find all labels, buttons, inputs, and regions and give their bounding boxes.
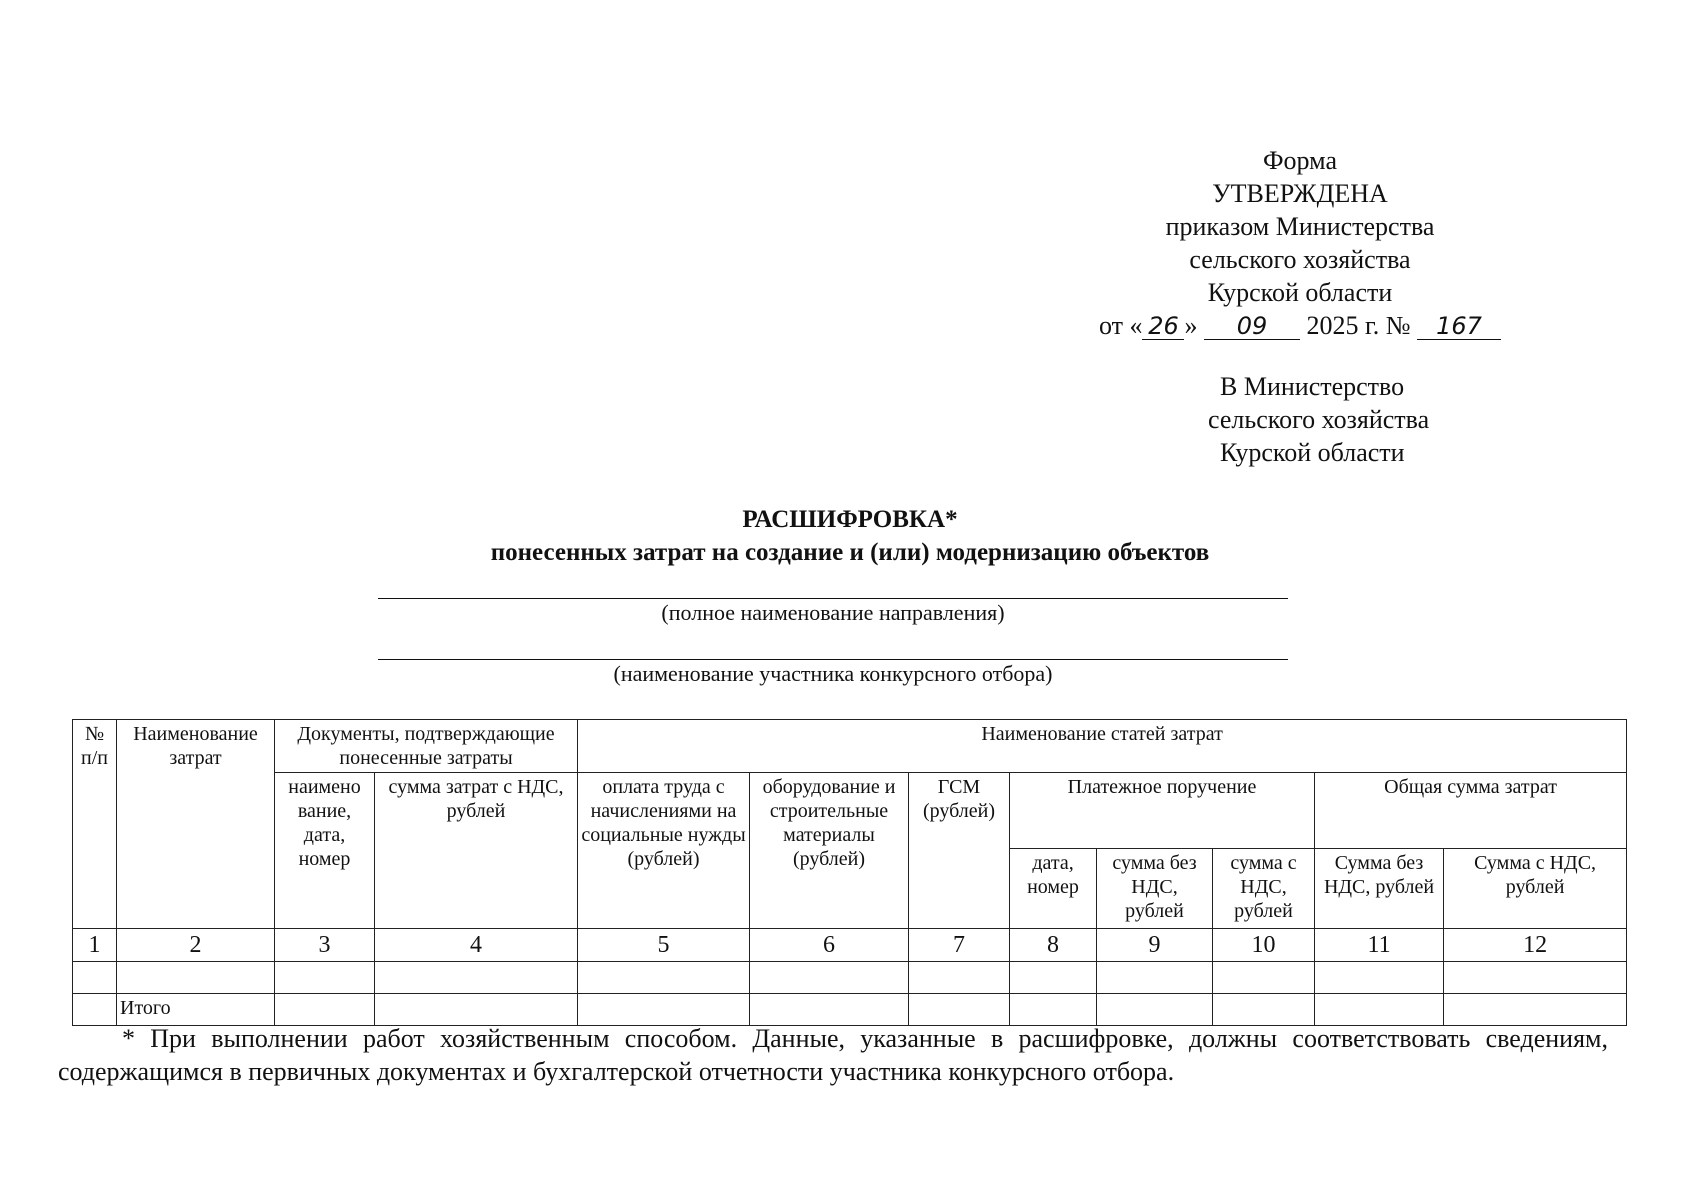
table-cell [117, 962, 275, 994]
participant-blank-line [378, 659, 1288, 660]
column-number-row [73, 929, 1627, 962]
table-cell [275, 962, 375, 994]
table-cell [578, 962, 750, 994]
addressee-line-1: В Министерство [1220, 372, 1405, 401]
direction-caption: (полное наименование направления) [661, 600, 1005, 625]
table-cell [73, 962, 117, 994]
header-equipment: оборудование и строительные материалы (рублей) [750, 773, 909, 929]
col-number: 10 [1213, 929, 1315, 962]
header-cost-name: Наименование затрат [117, 720, 275, 929]
title-subtitle: понесенных затрат на создание и (или) модернизацию объектов [490, 539, 1210, 566]
col-number: 3 [275, 929, 375, 962]
table-cell [1097, 962, 1213, 994]
col-number: 9 [1097, 929, 1213, 962]
header-row-2 [73, 773, 1627, 849]
header-row-1 [73, 720, 1627, 773]
date-year: 2025 г. № [1306, 311, 1411, 340]
header-total-no-vat: Сумма без НДС, рублей [1315, 849, 1444, 929]
handwritten-month: 09 [1204, 313, 1300, 340]
expense-table [72, 719, 1627, 1026]
approval-ministry-line: сельского хозяйства [1189, 245, 1411, 274]
header-payment-no-vat: сумма без НДС, рублей [1097, 849, 1213, 929]
table-row [73, 962, 1627, 994]
col-number: 8 [1010, 929, 1097, 962]
table-cell [1213, 994, 1315, 1026]
header-payment-date: дата, номер [1010, 849, 1097, 929]
table-cell [1444, 962, 1627, 994]
header-fuel: ГСМ (рублей) [909, 773, 1010, 929]
handwritten-day: 26 [1142, 313, 1184, 340]
table-cell [1010, 994, 1097, 1026]
direction-blank-line [378, 598, 1288, 599]
col-number: 4 [375, 929, 578, 962]
table-cell [1213, 962, 1315, 994]
table-cell [1315, 994, 1444, 1026]
table-cell [1315, 962, 1444, 994]
document-title [400, 503, 1300, 569]
approval-order-line: приказом Министерства [1165, 212, 1435, 241]
col-number: 11 [1315, 929, 1444, 962]
addressee-line-2: сельского хозяйства [1208, 405, 1430, 434]
table-cell [750, 962, 909, 994]
footnote-text: * При выполнении работ хозяйственным способом. Данные, указанные в расшифровке, должны соответствовать сведениям, содержащимся в первичных документах и бухгалтерской отчетности участника конкурсного отбора. [58, 1024, 1608, 1086]
handwritten-order-number: 167 [1417, 313, 1501, 340]
approved-label: УТВЕРЖДЕНА [1212, 179, 1388, 208]
date-prefix: от « [1098, 311, 1143, 340]
total-row [73, 994, 1627, 1026]
table-cell [275, 994, 375, 1026]
table-cell [73, 994, 117, 1026]
header-total-with-vat: Сумма с НДС, рублей [1444, 849, 1627, 929]
table-cell [578, 994, 750, 1026]
table-cell [909, 994, 1010, 1026]
col-number: 2 [117, 929, 275, 962]
approval-block [1090, 144, 1510, 342]
header-num: № п/п [73, 720, 117, 929]
total-label: Итого [117, 994, 275, 1026]
table-cell [1010, 962, 1097, 994]
table-cell [375, 994, 578, 1026]
addressee-line-3: Курской области [1220, 438, 1405, 467]
header-cost-articles: Наименование статей затрат [578, 720, 1627, 773]
title-main: РАСШИФРОВКА* [742, 506, 958, 533]
approval-region-line: Курской области [1207, 278, 1393, 307]
header-payment-order: Платежное поручение [1010, 773, 1315, 849]
participant-caption: (наименование участника конкурсного отбора) [613, 661, 1053, 686]
addressee-block [1208, 370, 1430, 469]
header-doc-name: наимено вание, дата, номер [275, 773, 375, 929]
table-cell [1097, 994, 1213, 1026]
header-payment-with-vat: сумма с НДС, рублей [1213, 849, 1315, 929]
date-quote-close: » [1184, 311, 1198, 340]
header-labor: оплата труда с начислениями на социальные нужды (рублей) [578, 773, 750, 929]
approval-date-line [1090, 309, 1510, 342]
footnote [58, 1022, 1608, 1088]
table-cell [750, 994, 909, 1026]
col-number: 1 [73, 929, 117, 962]
table-cell [1444, 994, 1627, 1026]
col-number: 5 [578, 929, 750, 962]
header-total-sum: Общая сумма затрат [1315, 773, 1627, 849]
col-number: 6 [750, 929, 909, 962]
col-number: 12 [1444, 929, 1627, 962]
form-label: Форма [1263, 146, 1337, 175]
header-doc-sum: сумма затрат с НДС, рублей [375, 773, 578, 929]
col-number: 7 [909, 929, 1010, 962]
header-documents: Документы, подтверждающие понесенные затраты [275, 720, 578, 773]
table-cell [909, 962, 1010, 994]
table-cell [375, 962, 578, 994]
